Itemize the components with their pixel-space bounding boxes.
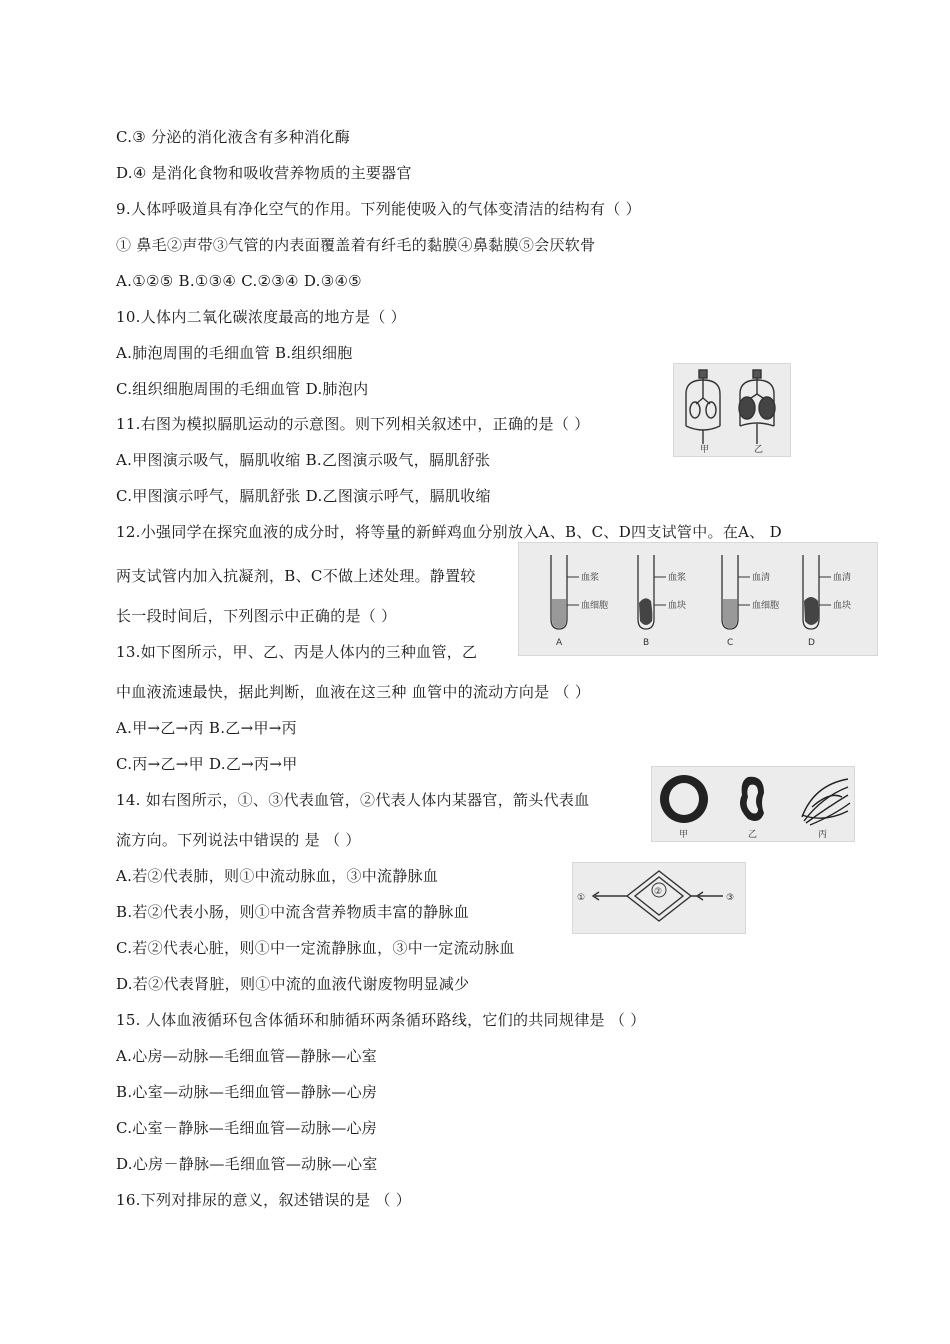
tube-d-top-label: 血清 xyxy=(833,573,852,583)
diaphragm-label-right: 乙 xyxy=(754,445,764,455)
question-12-line3: 长一段时间后，下列图示中正确的是（ ） xyxy=(116,607,397,625)
diaphragm-model-figure xyxy=(673,363,791,457)
q11-options-cd: C.甲图演示呼气，膈肌舒张 D.乙图演示呼气，膈肌收缩 xyxy=(116,487,491,505)
vessel-label-1: 甲 xyxy=(679,830,689,840)
q11-options-ab: A.甲图演示吸气，膈肌收缩 B.乙图演示吸气，膈肌舒张 xyxy=(116,451,491,469)
question-16: 16.下列对排尿的意义，叙述错误的是 （ ） xyxy=(116,1191,411,1209)
q10-options-ab: A.肺泡周围的毛细血管 B.组织细胞 xyxy=(116,344,353,362)
question-12: 12.小强同学在探究血液的成分时，将等量的新鲜鸡血分别放入A、B、C、D四支试管中。在A、 D xyxy=(116,523,782,541)
blood-tubes-figure xyxy=(518,542,878,656)
organ-flow-label-right: ③ xyxy=(726,893,735,903)
organ-flow-figure xyxy=(572,862,746,934)
q9-options: A.①②⑤ B.①③④ C.②③④ D.③④⑤ xyxy=(116,272,362,290)
question-15: 15. 人体血液循环包含体循环和肺循环两条循环路线，它们的共同规律是 （ ） xyxy=(116,1011,646,1029)
vessel-label-3: 丙 xyxy=(818,830,828,840)
q14-option-d: D.若②代表肾脏，则①中流的血液代谢废物明显减少 xyxy=(116,975,470,993)
q15-option-c: C.心室－静脉—毛细血管—动脉—心房 xyxy=(116,1119,378,1137)
tube-a-bottom-label: 血细胞 xyxy=(581,601,609,611)
tube-b-letter: B xyxy=(643,638,650,648)
tube-c-bottom-label: 血细胞 xyxy=(752,601,780,611)
organ-flow-label-left: ① xyxy=(577,893,586,903)
question-12-line2: 两支试管内加入抗凝剂，B、C不做上述处理。静置较 xyxy=(116,567,476,585)
q15-option-a: A.心房—动脉—毛细血管—静脉—心室 xyxy=(116,1047,378,1065)
option-c-q8: C.③ 分泌的消化液含有多种消化酶 xyxy=(116,128,351,146)
tube-d-letter: D xyxy=(808,638,815,648)
tube-c-top-label: 血清 xyxy=(752,573,771,583)
q14-option-c: C.若②代表心脏，则①中一定流静脉血，③中一定流动脉血 xyxy=(116,939,515,957)
q13-options-cd: C.丙→乙→甲 D.乙→丙→甲 xyxy=(116,755,298,773)
question-9: 9.人体呼吸道具有净化空气的作用。下列能使吸入的气体变清洁的结构有（ ） xyxy=(116,200,641,218)
q10-options-cd: C.组织细胞周围的毛细血管 D.肺泡内 xyxy=(116,380,369,398)
q14-option-b: B.若②代表小肠，则①中流含营养物质丰富的静脉血 xyxy=(116,903,469,921)
q13-options-ab: A.甲→乙→丙 B.乙→甲→丙 xyxy=(116,719,297,737)
tube-a-letter: A xyxy=(556,638,563,648)
question-14: 14. 如右图所示，①、③代表血管，②代表人体内某器官，箭头代表血 xyxy=(116,791,590,809)
tube-b-top-label: 血浆 xyxy=(668,573,687,583)
tube-c-letter: C xyxy=(727,638,734,648)
q14-option-a: A.若②代表肺，则①中流动脉血，③中流静脉血 xyxy=(116,867,439,885)
question-13: 13.如下图所示，甲、乙、丙是人体内的三种血管，乙 xyxy=(116,643,478,661)
option-d-q8: D.④ 是消化食物和吸收营养物质的主要器官 xyxy=(116,164,412,182)
diaphragm-label-left: 甲 xyxy=(700,445,710,455)
tube-a-top-label: 血浆 xyxy=(581,573,600,583)
question-10: 10.人体内二氧化碳浓度最高的地方是（ ） xyxy=(116,308,406,326)
question-11: 11.右图为模拟膈肌运动的示意图。则下列相关叙述中，正确的是（ ） xyxy=(116,415,590,433)
tube-d-bottom-label: 血块 xyxy=(833,601,852,611)
q15-option-b: B.心室—动脉—毛细血管—静脉—心房 xyxy=(116,1083,378,1101)
organ-flow-label-center: ② xyxy=(654,887,663,897)
tube-b-bottom-label: 血块 xyxy=(668,601,687,611)
q15-option-d: D.心房－静脉—毛细血管—动脉—心室 xyxy=(116,1155,378,1173)
blood-vessels-figure xyxy=(651,766,855,842)
question-13-line2: 中血液流速最快，据此判断，血液在这三种 血管中的流动方向是 （ ） xyxy=(116,683,591,701)
q9-structures: ① 鼻毛②声带③气管的内表面覆盖着有纤毛的黏膜④鼻黏膜⑤会厌软骨 xyxy=(116,236,596,254)
vessel-label-2: 乙 xyxy=(748,830,758,840)
question-14-line2: 流方向。下列说法中错误的 是 （ ） xyxy=(116,831,361,849)
